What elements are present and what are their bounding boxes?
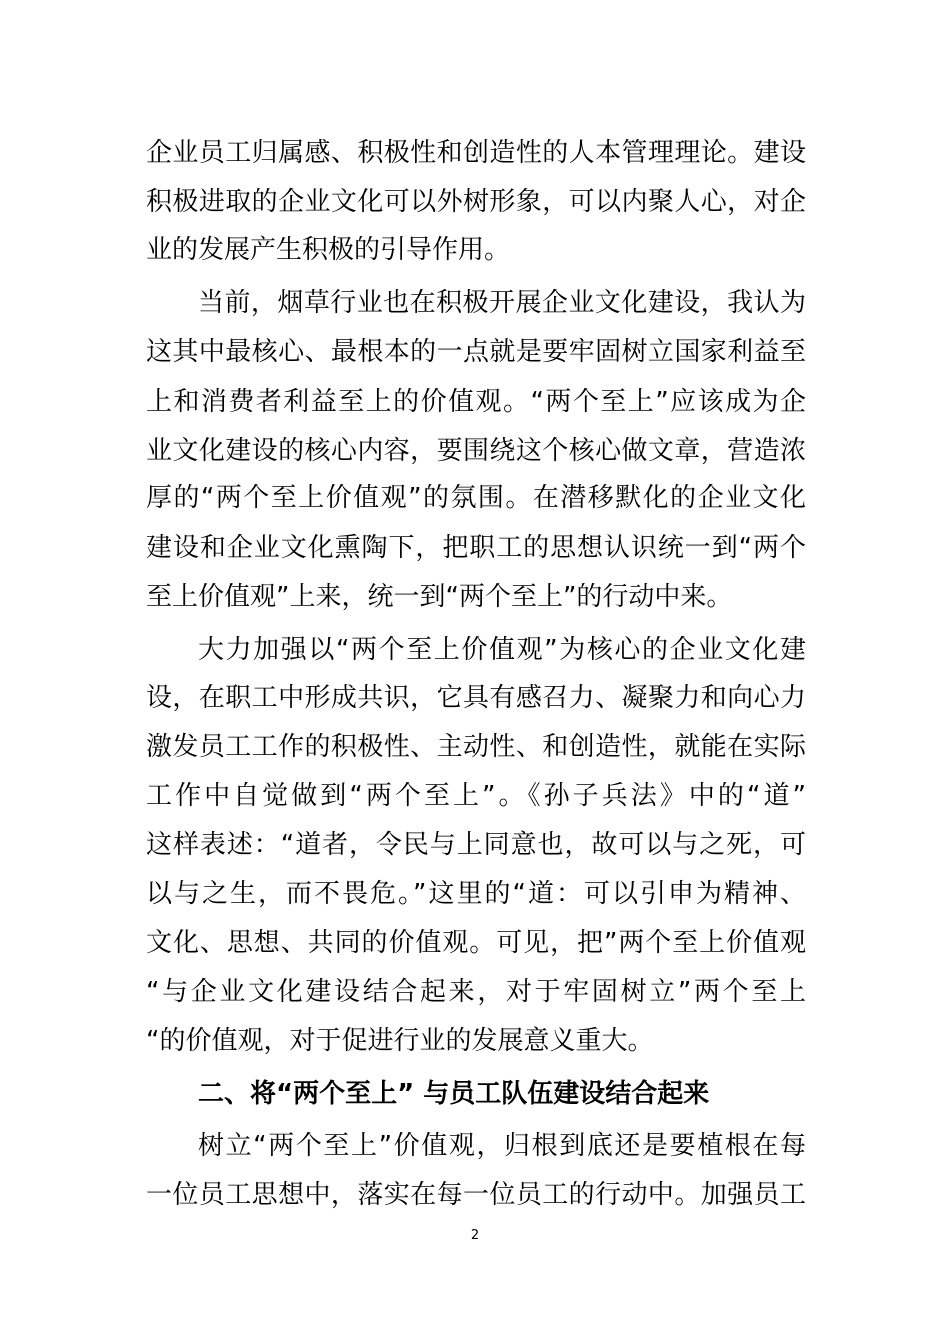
paragraph-3-line-9: “的价值观，对于促进行业的发展意义重大。: [146, 1026, 654, 1056]
paragraph-2-line-4: 业文化建设的核心内容，要围绕这个核心做文章，营造浓: [146, 436, 806, 466]
paragraph-1-line-1: 企业员工归属感、积极性和创造性的人本管理理论。建设: [146, 138, 806, 168]
paragraph-1-line-3: 业的发展产生积极的引导作用。: [146, 235, 511, 265]
paragraph-2-line-1: 当前，烟草行业也在积极开展企业文化建设，我认为: [198, 288, 806, 318]
paragraph-2-line-6: 建设和企业文化熏陶下，把职工的思想认识统一到“两个: [146, 533, 806, 563]
final-paragraph-line-2: 一位员工思想中，落实在每一位员工的行动中。加强员工: [146, 1180, 806, 1210]
paragraph-2-line-3: 上和消费者利益至上的价值观。“两个至上”应该成为企: [146, 387, 806, 417]
section-heading: 二、将“两个至上” 与员工队伍建设结合起来: [198, 1079, 710, 1109]
paragraph-1-line-2: 积极进取的企业文化可以外树形象，可以内聚人心，对企: [146, 187, 806, 217]
paragraph-3-line-8: “与企业文化建设结合起来，对于牢固树立”两个至上: [146, 977, 806, 1007]
paragraph-2-line-2: 这其中最核心、最根本的一点就是要牢固树立国家利益至: [146, 337, 806, 367]
paragraph-3-line-2: 设，在职工中形成共识，它具有感召力、凝聚力和向心力: [146, 683, 806, 713]
paragraph-3-line-7: 文化、思想、共同的价值观。可见，把”两个至上价值观: [146, 928, 806, 958]
page-number: 2: [470, 1228, 480, 1243]
paragraph-2-line-5: 厚的“两个至上价值观”的氛围。在潜移默化的企业文化: [146, 483, 806, 513]
final-paragraph-line-1: 树立“两个至上”价值观，归根到底还是要植根在每: [198, 1131, 806, 1161]
paragraph-3-line-5: 这样表述：“道者，令民与上同意也，故可以与之死，可: [146, 830, 806, 860]
paragraph-3-line-6: 以与之生，而不畏危。”这里的“道：可以引申为精神、: [146, 879, 806, 909]
paragraph-3-line-3: 激发员工工作的积极性、主动性、和创造性，就能在实际: [146, 732, 806, 762]
paragraph-3-line-1: 大力加强以“两个至上价值观”为核心的企业文化建: [198, 635, 806, 665]
paragraph-3-line-4: 工作中自觉做到“两个至上”。《孙子兵法》中的“道”: [146, 781, 806, 811]
paragraph-2-line-7: 至上价值观”上来，统一到“两个至上”的行动中来。: [146, 582, 733, 612]
